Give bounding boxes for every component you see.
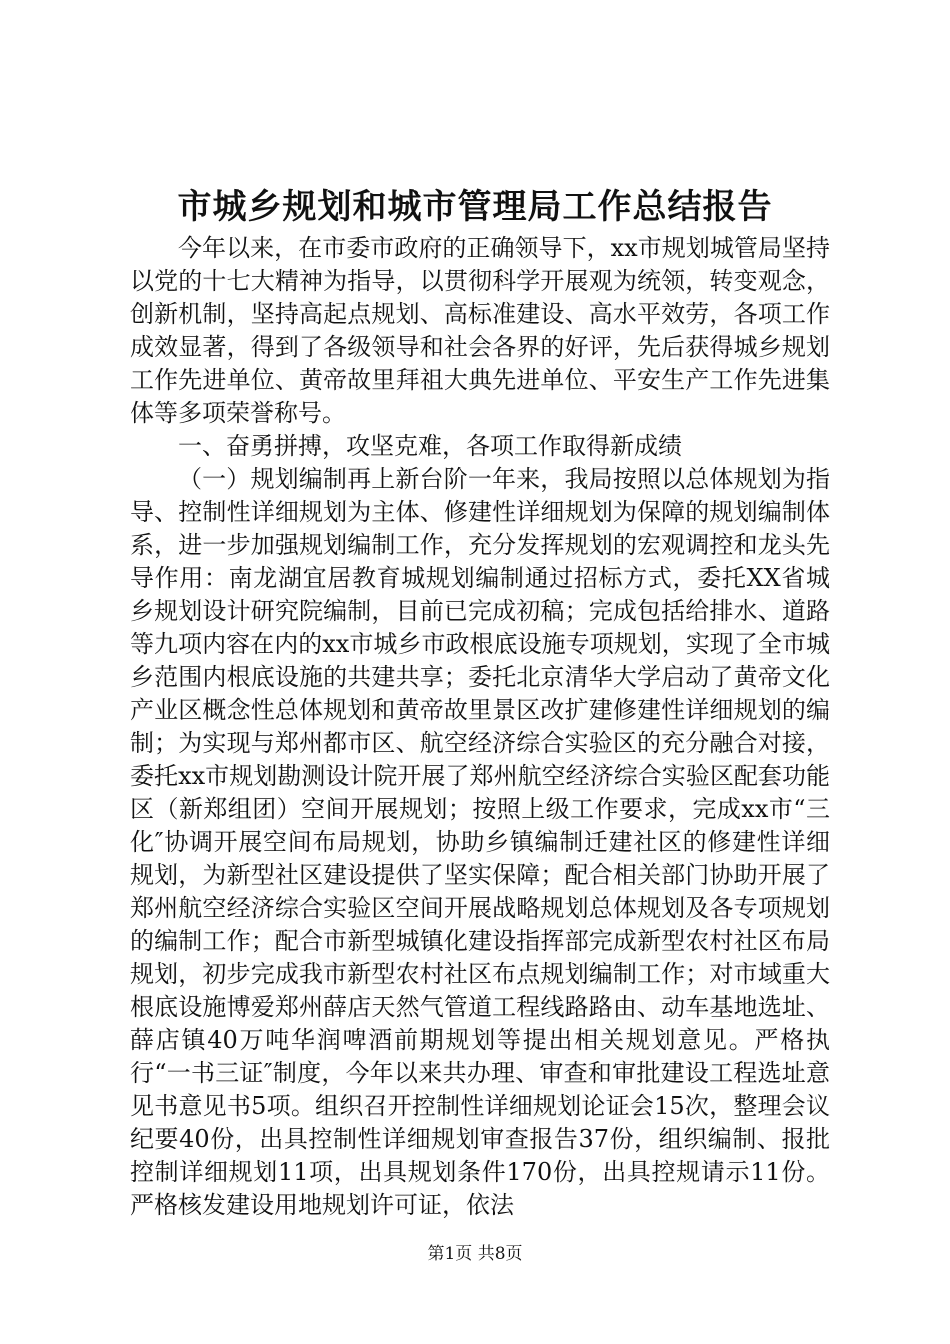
intro-paragraph: 今年以来，在市委市政府的正确领导下，xx市规划城管局坚持以党的十七大精神为指导，以贯彻科学开展观为统领，转变观念，创新机制，坚持高起点规划、高标准建设、高水平效劳，各项工作成效显著，得到了各级领导和社会各界的好评，先后获得城乡规划工作先进单位、黄帝故里拜祖大典先进单位、平安生产工作先进集体等多项荣誉称号。 bbox=[130, 234, 830, 427]
page-number: 第1页 共8页 bbox=[427, 1244, 523, 1264]
document-body bbox=[130, 232, 830, 1222]
section-heading: 一、奋勇拼搏，攻坚克难，各项工作取得新成绩 bbox=[178, 432, 682, 460]
document-title: 市城乡规划和城市管理局工作总结报告 bbox=[177, 187, 773, 227]
body-paragraph: （一）规划编制再上新台阶一年来，我局按照以总体规划为指导、控制性详细规划为主体、修建性详细规划为保障的规划编制体系，进一步加强规划编制工作，充分发挥规划的宏观调控和龙头先导作用：南龙湖宜居教育城规划编制通过招标方式，委托XX省城乡规划设计研究院编制，目前已完成初稿；完成包括给排水、道路等九项内容在内的xx市城乡市政根底设施专项规划，实现了全市城乡范围内根底设施的共建共享；委托北京清华大学启动了黄帝文化产业区概念性总体规划和黄帝故里景区改扩建修建性详细规划的编制；为实现与郑州都市区、航空经济综合实验区的充分融合对接，委托xx市规划勘测设计院开展了郑州航空经济综合实验区配套功能区（新郑组团）空间开展规划；按照上级工作要求，完成xx市“三化″协调开展空间布局规划，协助乡镇编制迁建社区的修建性详细规划，为新型社区建设提供了坚实保障；配合相关部门协助开展了郑州航空经济综合实验区空间开展战略规划总体规划及各专项规划的编制工作；配合市新型城镇化建设指挥部完成新型农村社区布局规划，初步完成我市新型农村社区布点规划编制工作；对市域重大根底设施博爱郑州薛店天然气管道工程线路路由、动车基地选址、薛店镇40万吨华润啤酒前期规划等提出相关规划意见。严格执行“一书三证″制度，今年以来共办理、审查和审批建设工程选址意见书意见书5项。组织召开控制性详细规划论证会15次，整理会议纪要40份，出具控制性详细规划审查报告37份，组织编制、报批控制详细规划11项，出具规划条件170份，出具控规请示11份。严格核发建设用地规划许可证，依法 bbox=[130, 465, 830, 1219]
